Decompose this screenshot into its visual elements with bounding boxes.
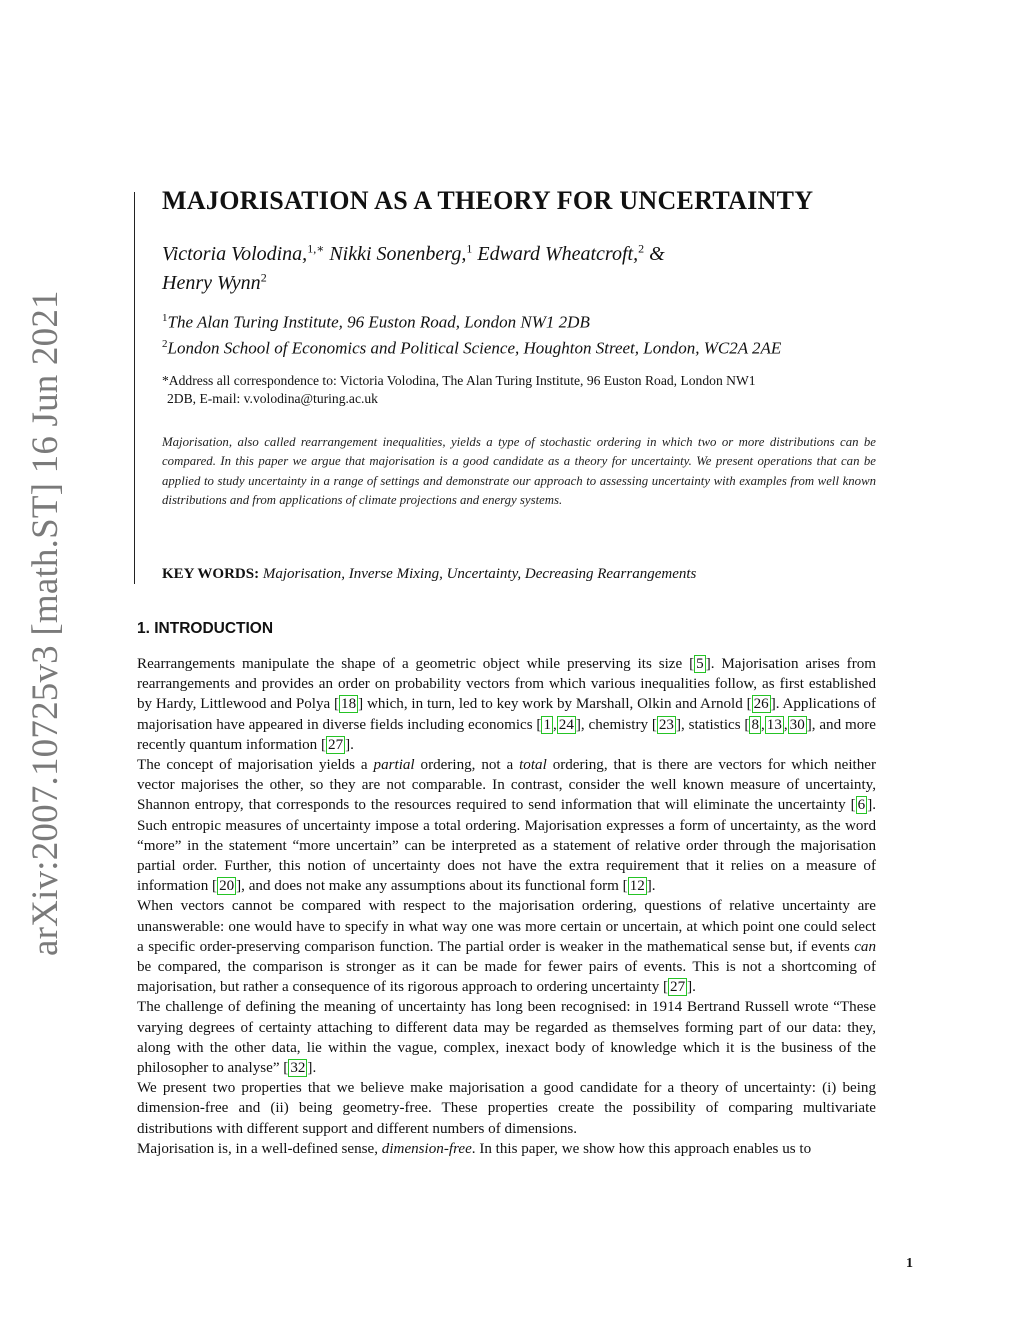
citation-link[interactable]: 32 — [290, 1060, 306, 1077]
text-run: ordering, that is there are vectors for which neither vector majorises the other, so they are not comparable. In contrast, consider the well known measure of uncertainty, Shannon entropy, that corresponds to the resources required to send information that will eliminate the uncertainty [ — [137, 757, 876, 814]
citation-link[interactable]: 27 — [670, 979, 686, 996]
body-text — [137, 654, 876, 1159]
text-run: . In this paper, we show how this approach enables us to — [471, 1140, 812, 1157]
author-conjunction: & — [644, 243, 665, 265]
emphasized-text: total — [519, 757, 547, 774]
text-run: ordering, not a — [414, 757, 520, 774]
affiliation-2 — [162, 338, 882, 359]
citation-link[interactable]: 27 — [328, 736, 344, 753]
text-run: Majorisation is, in a well-defined sense, — [137, 1140, 382, 1157]
text-run: ]. — [687, 979, 696, 996]
citation-link[interactable]: 20 — [219, 878, 235, 895]
text-run: be compared, the comparison is stronger as it can be made for fewer pairs of events. This is not a shortcoming of majorisation, but rather a consequence of its rigorous approach to ordering uncertainty [ — [137, 959, 876, 996]
citation-link[interactable]: 1 — [543, 716, 551, 733]
citation-link[interactable]: 13 — [766, 716, 782, 733]
text-run: , — [783, 716, 788, 733]
text-run: We present two properties that we believe make majorisation a good candidate for a theory of uncertainty: (i) being dimension-free and (ii) being geometry-free. These properties create the possibility of comparing multivariate distributions with different support and different numbers of dimensions. — [137, 1080, 876, 1137]
text-run: , — [553, 716, 557, 733]
text-run: ]. Such entropic measures of uncertainty impose a total ordering. Majorisation expresses a form of uncertainty, as the word “more” in the statement “more uncertain” can be interpreted as a statement of relative order through the majorisation partial order. Further, this notion of uncertainty does not have the extra requirement that it relies on a measure of information [ — [137, 797, 876, 895]
citation-link[interactable]: 5 — [696, 656, 704, 672]
body-paragraph — [137, 1078, 876, 1139]
body-paragraph — [137, 896, 876, 997]
paper-title: MAJORISATION AS A THEORY FOR UNCERTAINTY — [162, 186, 814, 215]
body-paragraph — [137, 654, 876, 755]
affiliation-text: The Alan Turing Institute, 96 Euston Road, London NW1 2DB — [167, 312, 590, 332]
author-affiliation-mark: 2 — [260, 270, 267, 285]
text-run: ]. Majorisation arises from rearrangements and provides an order on probability vectors from which various inequalities follow, as first established by Hardy, Littlewood and Polya [ — [137, 656, 877, 713]
citation-link[interactable]: 8 — [751, 716, 759, 733]
emphasized-text: partial — [373, 757, 415, 774]
header-rule — [134, 192, 135, 584]
text-run: , — [760, 716, 765, 733]
author-list — [162, 240, 882, 298]
keywords-label: KEY WORDS: — [162, 566, 260, 582]
citation-link[interactable]: 24 — [558, 716, 574, 733]
author-name: Henry Wynn — [162, 272, 261, 294]
correspondence-note — [162, 372, 876, 408]
text-run: Rearrangements manipulate the shape of a geometric object while preserving its size [ — [137, 656, 695, 672]
text-run: ]. — [307, 1060, 317, 1077]
arxiv-identifier: arXiv:2007.10725v3 [math.ST] 16 Jun 2021 — [25, 290, 66, 956]
author-affiliation-mark: 1,∗ — [307, 241, 325, 256]
text-run: The concept of majorisation yields a — [137, 757, 374, 774]
affiliation-mark: 1 — [162, 312, 168, 324]
text-run: The challenge of defining the meaning of uncertainty has long been recognised: in 1914 Bertrand Russell wrote “These varying degrees of certainty attaching to different data may be regarded as themselves forming part of our data: they, along with the other data, lie within the vague, complex, inexact body of knowledge which it is the business of the philosopher to analyse” [ — [137, 999, 876, 1077]
text-run: ], statistics [ — [675, 716, 750, 733]
affiliation-1 — [162, 312, 882, 333]
author-name: Nikki Sonenberg, — [324, 243, 467, 265]
body-paragraph — [137, 1139, 876, 1159]
text-run: ]. Applications of majorisation have appeared in diverse fields including economics [ — [137, 696, 876, 733]
citation-link[interactable]: 23 — [658, 716, 674, 733]
text-run: ], and more recently quantum information [ — [137, 716, 876, 753]
affiliation-mark: 2 — [162, 338, 168, 350]
citation-link[interactable]: 18 — [341, 696, 357, 713]
author-affiliation-mark: 2 — [638, 241, 645, 256]
author-name: Victoria Volodina, — [162, 243, 308, 265]
page-number: 1 — [906, 1256, 913, 1271]
affiliation-text: London School of Economics and Political Science, Houghton Street, London, WC2A 2AE — [167, 338, 782, 358]
author-affiliation-mark: 1 — [466, 241, 473, 256]
text-run: ] which, in turn, led to key work by Marshall, Olkin and Arnold [ — [358, 696, 752, 713]
correspondence-line: *Address all correspondence to: Victoria Volodina, The Alan Turing Institute, 96 Euston Road, London NW1 — [162, 373, 756, 388]
keywords-text: Majorisation, Inverse Mixing, Uncertainty, Decreasing Rearrangements — [262, 566, 697, 582]
text-run: ]. — [646, 878, 656, 895]
body-paragraph — [137, 997, 876, 1078]
abstract: Majorisation, also called rearrangement inequalities, yields a type of stochastic ordering in which two or more distributions can be compared. In this paper we argue that majorisation is a good candidate as a theory for uncertainty. We present operations that can be applied to study uncertainty in a range of settings and demonstrate our approach to assessing uncertainty with examples from well known distributions and from applications of climate projections and energy systems. — [162, 435, 876, 508]
correspondence-line: 2DB, E-mail: v.volodina@turing.ac.uk — [167, 391, 378, 406]
citation-link[interactable]: 30 — [789, 716, 805, 733]
citation-link[interactable]: 26 — [753, 696, 769, 713]
text-run: When vectors cannot be compared with respect to the majorisation ordering, questions of relative uncertainty are unanswerable: one would have to specify in what way one was more certain or uncertain, at which point one could select a specific order-preserving comparison function. The partial order is weaker in the mathematical sense but, if events — [137, 898, 876, 955]
text-run: ], chemistry [ — [575, 716, 657, 733]
emphasized-text: can — [854, 938, 876, 955]
citation-link[interactable]: 12 — [629, 878, 645, 895]
text-run: ], and does not make any assumptions about its functional form [ — [236, 878, 628, 895]
citation-link[interactable]: 6 — [857, 797, 866, 814]
keywords — [162, 566, 876, 583]
author-name: Edward Wheatcroft, — [472, 243, 639, 265]
text-run: ]. — [345, 736, 354, 753]
emphasized-text: dimension-free — [381, 1140, 472, 1157]
body-paragraph — [137, 755, 876, 896]
section-heading: 1. INTRODUCTION — [137, 620, 274, 637]
